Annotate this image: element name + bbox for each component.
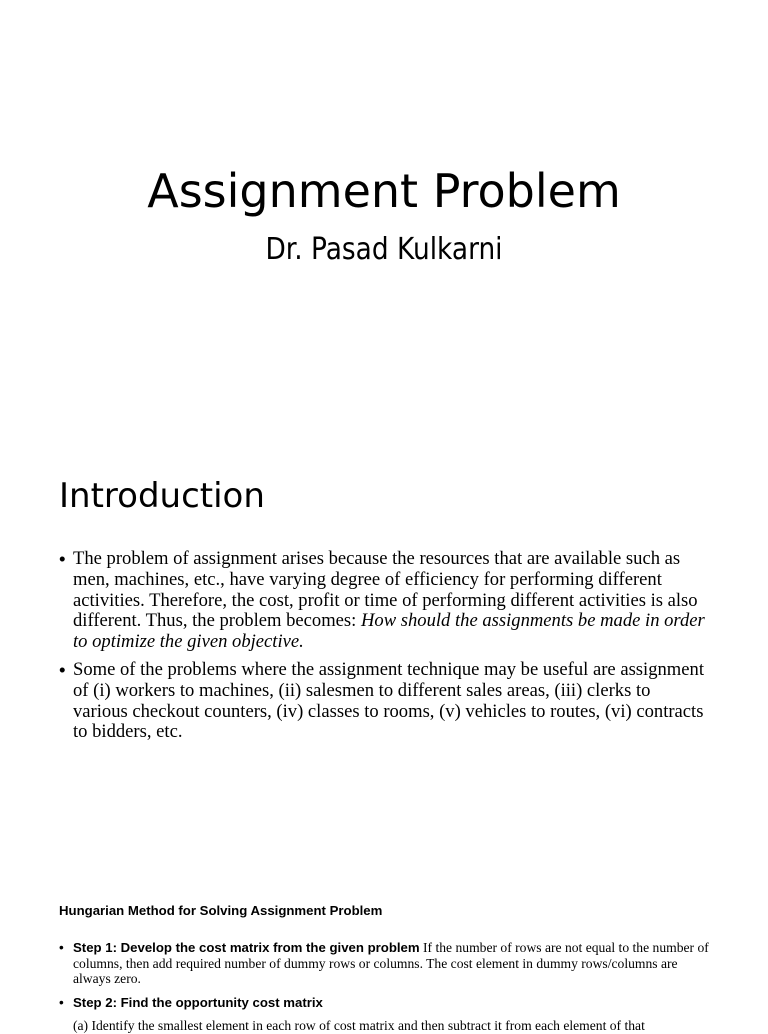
bullet-text: Some of the problems where the assignment technique may be useful are assignment of (i) workers to machines, (ii) salesmen to different sales areas, (iii) clerks to various checkout counters, (iv) classes to rooms, (v) vehicles to routes, (vi) contracts to bidders, etc. [73,658,704,743]
slide-heading: Introduction [59,476,265,516]
bullet-icon: • [59,548,66,569]
hungarian-method-slide [0,880,768,1033]
bullet-emphasis: How should the assignments be made in order to optimize the given objective. [73,610,705,653]
introduction-slide [0,440,768,880]
step-label: Step 1: Develop the cost matrix from the given problem [73,940,420,955]
bullet-text: The problem of assignment arises because the resources that are available such as men, machines, etc., have varying degree of efficiency for performing different activities. Therefore, the cost, profit or time of performing different activities is also different. Thus, the problem becomes: [73,548,698,632]
bullet-icon: • [59,994,64,1010]
step-item [59,940,709,987]
slide-subtitle-author: Dr. Pasad Kulkarni [265,232,503,267]
bullet-item [59,660,709,743]
step-substep-text: (a) Identify the smallest element in each row of cost matrix and then subtract it from each element of that [73,1018,645,1033]
slide-heading: Hungarian Method for Solving Assignment Problem [59,903,383,918]
title-slide [0,0,768,440]
step-label: Step 2: Find the opportunity cost matrix [73,994,323,1010]
bullet-item [59,549,709,653]
bullet-list [59,549,709,750]
step-item [59,995,709,1011]
bullet-icon: • [59,940,64,955]
slide-title: Assignment Problem [147,164,621,218]
step-text: If the number of rows are not equal to the number of columns, then add required number of dummy rows or columns. The cost element in dummy rows/columns are always zero. [73,940,709,987]
bullet-icon: • [59,658,66,680]
step-list [59,940,709,1018]
